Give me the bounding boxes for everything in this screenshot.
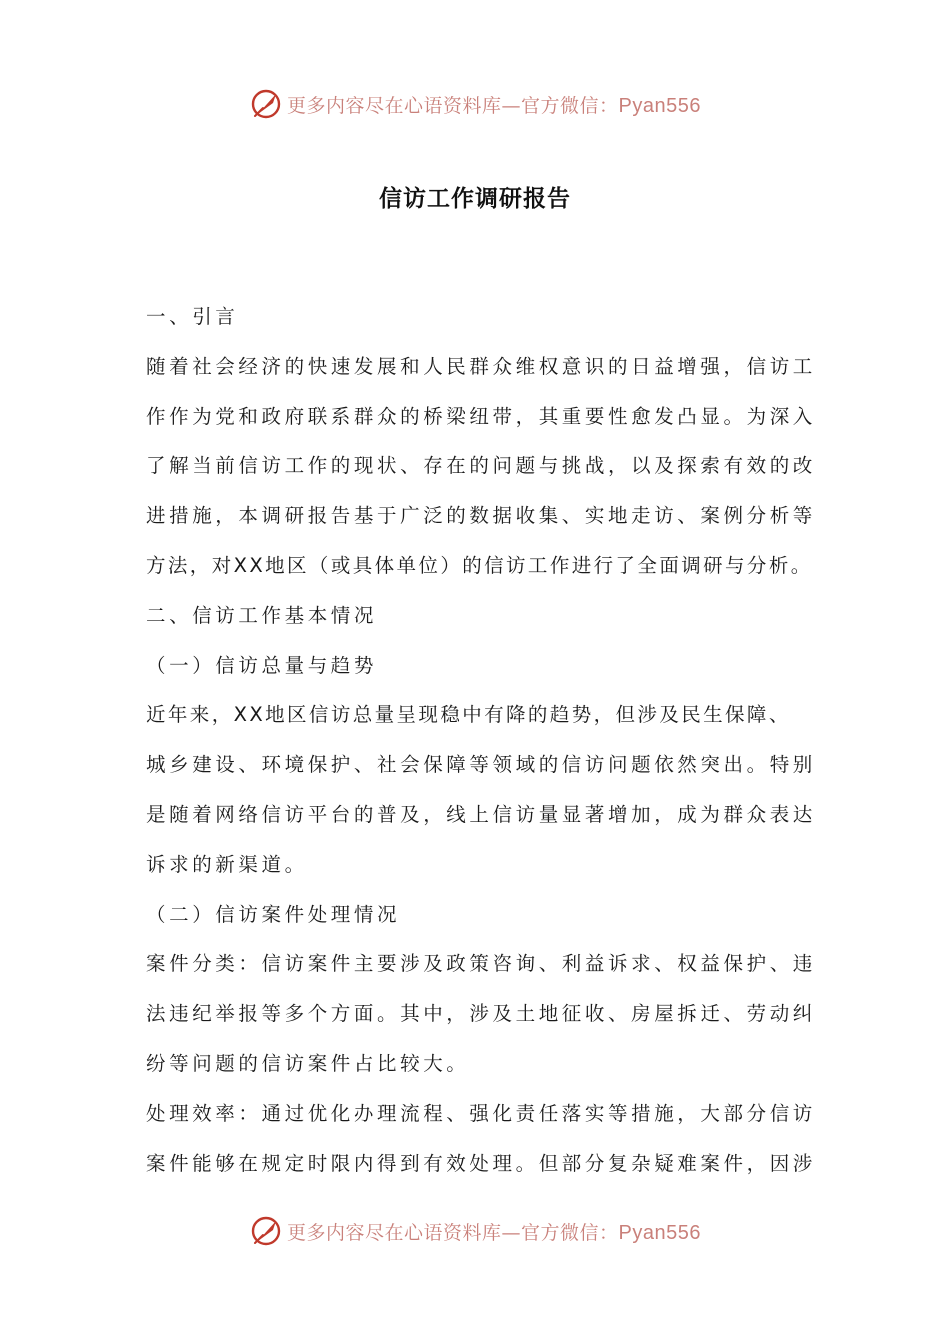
paragraph-line: 近年来，XX地区信访总量呈现稳中有降的趋势，但涉及民生保障、 [146,703,791,727]
paragraph-line: 处理效率：通过优化办理流程、强化责任落实等措施，大部分信访 [146,1101,816,1125]
document-title: 信访工作调研报告 [379,186,571,212]
paragraph-line: 案件能够在规定时限内得到有效处理。但部分复杂疑难案件，因涉 [146,1151,816,1175]
section-heading-basic-situation: 二、信访工作基本情况 [146,603,378,627]
paragraph-line: 了解当前信访工作的现状、存在的问题与挑战，以及探索有效的改 [146,454,816,478]
paragraph-line: 进措施，本调研报告基于广泛的数据收集、实地走访、案例分析等 [146,504,816,528]
paragraph-line: 城乡建设、环境保护、社会保障等领域的信访问题依然突出。特别 [146,753,816,777]
watermark-wechat-id: Pyan556 [618,1221,701,1244]
paragraph-line: 随着社会经济的快速发展和人民群众维权意识的日益增强，信访工 [146,354,816,378]
header-watermark [0,84,950,124]
subsection-heading-total-trend: （一）信访总量与趋势 [146,653,378,677]
footer-watermark [0,1211,950,1251]
subsection-heading-case-handling: （二）信访案件处理情况 [146,902,401,926]
watermark-text: 更多内容尽在心语资料库—官方微信：Pyan556 [287,1221,701,1244]
quill-logo-icon [249,1214,283,1248]
quill-logo-icon [249,87,283,121]
paragraph-line: 诉求的新渠道。 [146,852,308,876]
paragraph-line: 是随着网络信访平台的普及，线上信访量显著增加，成为群众表达 [146,802,816,826]
paragraph-line: 纷等问题的信访案件占比较大。 [146,1051,470,1075]
paragraph-line: 方法，对XX地区（或具体单位）的信访工作进行了全面调研与分析。 [146,553,813,577]
watermark-text: 更多内容尽在心语资料库—官方微信：Pyan556 [287,94,701,117]
section-heading-intro: 一、引言 [146,305,239,328]
document-body [146,292,826,1188]
paragraph-line: 法违纪举报等多个方面。其中，涉及土地征收、房屋拆迁、劳动纠 [146,1002,816,1026]
watermark-wechat-id: Pyan556 [618,94,701,117]
paragraph-line: 案件分类：信访案件主要涉及政策咨询、利益诉求、权益保护、违 [146,952,816,976]
paragraph-line: 作作为党和政府联系群众的桥梁纽带，其重要性愈发凸显。为深入 [146,404,816,428]
